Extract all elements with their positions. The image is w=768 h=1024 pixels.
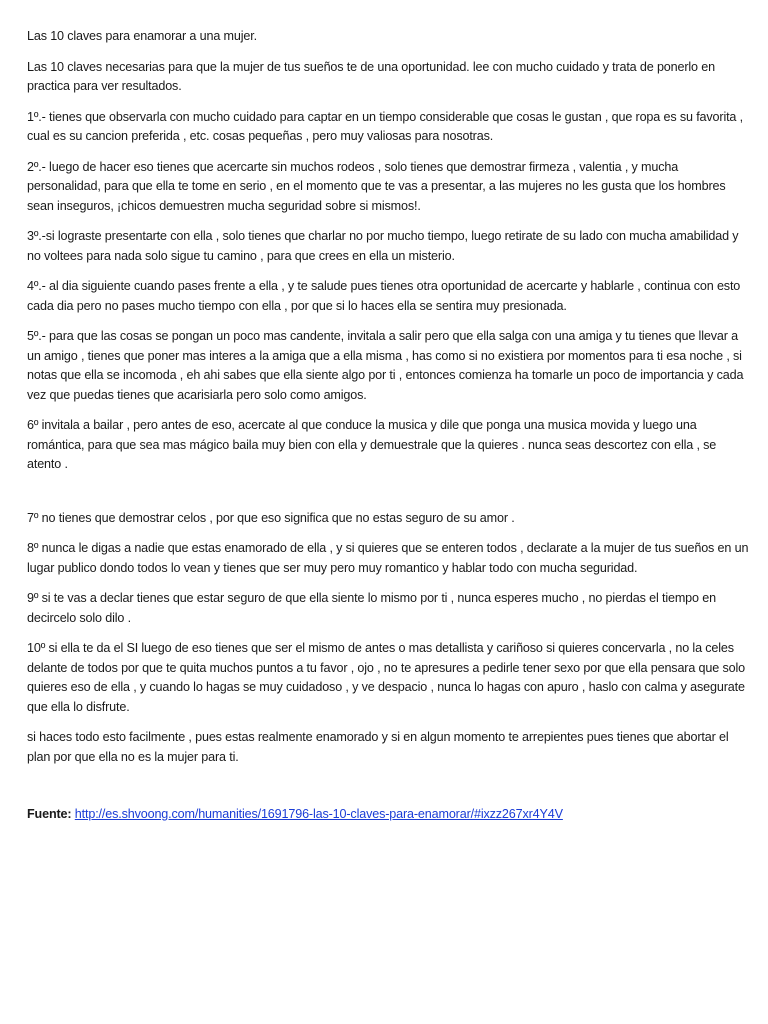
key-6-paragraph: 6º invitala a bailar , pero antes de eso, acercate al que conduce la musica y dile que ponga una musica movida y luego una romántica, para que sea mas mágico baila muy bien con ella y demuestrale que la quieres . nunca seas descortez con ella , se atento . <box>27 418 717 471</box>
key-10-paragraph: 10º si ella te da el SI luego de eso tienes que ser el mismo de antes o mas detallista y cariñoso si quieres concervarla , no la celes delante de todos por que te quita muchos puntos a tu favor , ojo , no te apresures a pedirle tener sexo por que ella pensara que solo quieres eso de ella , y cuando lo hagas se muy cuidadoso , y ve despacio , nunca lo hagas con apuro , haslo con calma y asegurate que ella lo disfrute. <box>27 641 745 714</box>
document-page <box>27 27 749 836</box>
key-4-paragraph: 4º.- al dia siguiente cuando pases frente a ella , y te salude pues tienes otra oportunidad de acercarte y hablarle , continua con esto cada dia pero no pases mucho tiempo con ella , por que si lo haces ella se sentira muy presionada. <box>27 279 741 313</box>
key-7-paragraph: 7º no tienes que demostrar celos , por que eso significa que no estas seguro de su amor . <box>27 510 515 525</box>
source-link[interactable]: http://es.shvoong.com/humanities/1691796-las-10-claves-para-enamorar/#ixzz267xr4Y4V <box>74 807 563 821</box>
key-3-paragraph: 3º.-si lograste presentarte con ella , solo tienes que charlar no por mucho tiempo, luego retirate de su lado con mucha amabilidad y no voltees para nada solo sigue tu camino , para que crees en ella un misterio. <box>27 229 739 263</box>
source-label: Fuente: <box>27 807 72 821</box>
key-2-paragraph: 2º.- luego de hacer eso tienes que acercarte sin muchos rodeos , solo tienes que demostrar firmeza , valentia , y mucha personalidad, para que ella te tome en serio , en el momento que te vas a presentar, a las mujeres no les gusta que los hombres sean inseguros, ¡chicos demuestren mucha seguridad sobre si mismos!. <box>27 159 726 213</box>
key-1-paragraph: 1º.- tienes que observarla con mucho cuidado para captar en un tiempo considerable que cosas le gustan , que ropa es su favorita , cual es su cancion preferida , etc. cosas pequeñas , pero muy valiosas para nosotras. <box>27 109 743 143</box>
conclusion-paragraph: si haces todo esto facilmente , pues estas realmente enamorado y si en algun momento te arrepientes pues tienes que abortar el plan por que ella no es la mujer para ti. <box>27 730 729 764</box>
intro-paragraph: Las 10 claves necesarias para que la mujer de tus sueños te de una oportunidad. lee con mucho cuidado y trata de ponerlo en practica para ver resultados. <box>27 59 715 93</box>
key-5-paragraph: 5º.- para que las cosas se pongan un poco mas candente, invitala a salir pero que ella salga con una amiga y tu tienes que llevar a un amigo , tienes que poner mas interes a la amiga que a ella misma , has como si no existiera por momentos para ti esa noche , si notas que ella se incomoda , eh ahi sabes que ella siente algo por ti , entonces comienza ha tomarle un poco de importancia y cada vez que puedas tienes que acarisiarla pero solo como amigos. <box>27 329 744 402</box>
document-title: Las 10 claves para enamorar a una mujer. <box>27 29 257 43</box>
key-9-paragraph: 9º si te vas a declar tienes que estar seguro de que ella siente lo mismo por ti , nunca esperes mucho , no pierdas el tiempo en decircelo solo dilo . <box>27 591 716 625</box>
key-8-paragraph: 8º nunca le digas a nadie que estas enamorado de ella , y si quieres que se enteren todos , declarate a la mujer de tus sueños en un lugar publico dondo todos lo vean y tienes que ser muy pero muy romantico y hablar todo con mucha seguridad. <box>27 541 749 575</box>
source-line <box>27 805 749 825</box>
